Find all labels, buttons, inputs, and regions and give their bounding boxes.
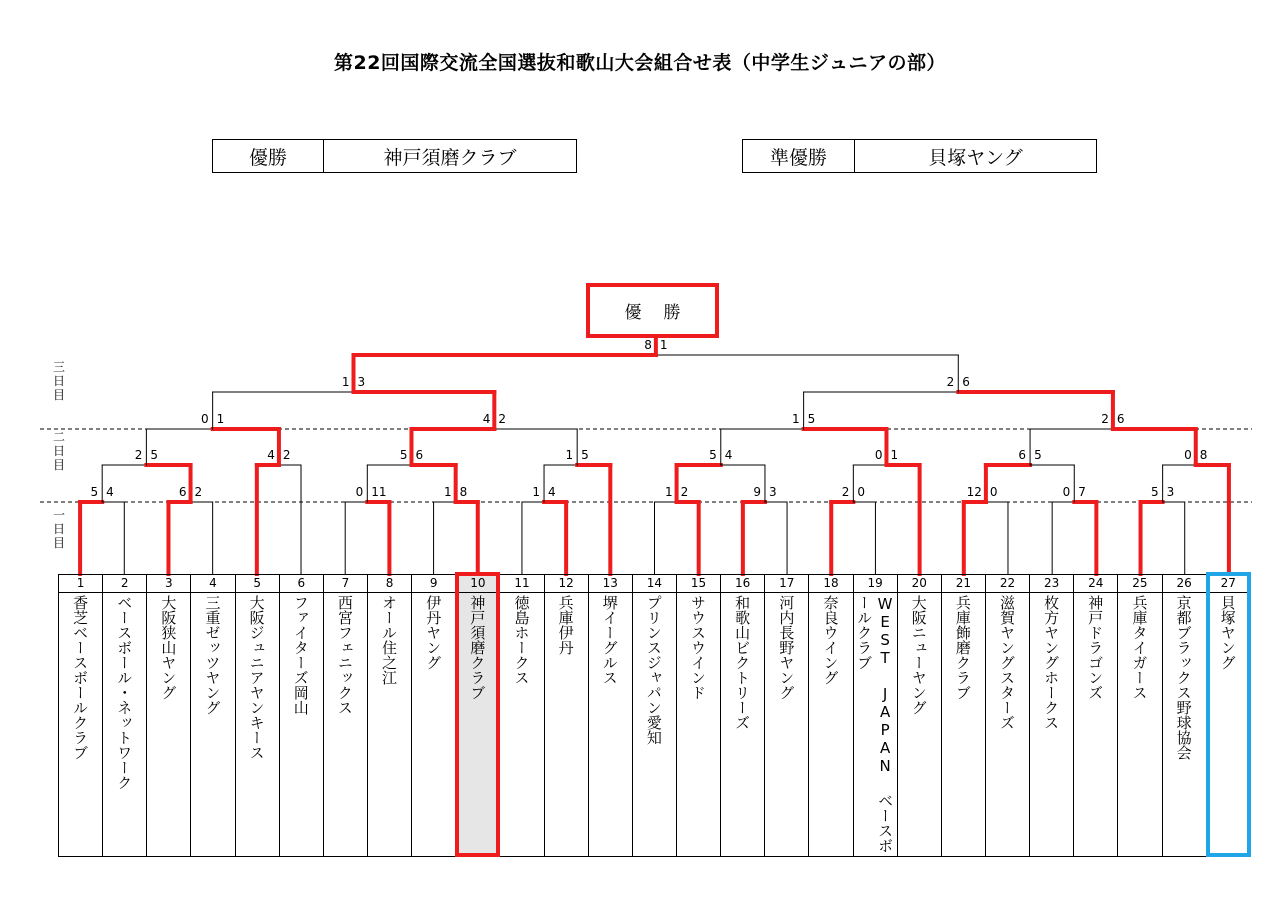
score-label: 0 [989,485,998,499]
team-name: 河内長野ヤング [777,595,796,700]
team-column [765,575,809,856]
day-label-2: 二日目 [52,430,65,472]
team-name: 兵庫伊丹 [556,595,575,655]
score-label: 1 [565,448,574,462]
team-name: ファイターズ岡山 [291,595,310,715]
score-label: 6 [962,375,970,389]
score-label: 4 [482,412,491,426]
team-number: 15 [677,575,720,593]
score-label: 1 [532,485,541,499]
team-column [368,575,412,856]
score-label: 4 [267,448,275,462]
score-label: 3 [1166,485,1175,499]
score-label: 2 [1101,412,1109,426]
team-name: サウスウインド [689,595,708,700]
score-label: 2 [946,375,955,389]
team-number: 21 [942,575,985,593]
team-number: 13 [589,575,632,593]
score-label: 6 [178,485,187,499]
team-number: 11 [500,575,543,593]
score-label: 0 [857,485,865,499]
team-number: 17 [765,575,808,593]
score-label: 8 [644,338,652,352]
team-column [59,575,103,856]
runner-up-label: 準優勝 [743,140,855,172]
team-column [236,575,280,856]
team-name: 奈良ウイング [821,595,840,685]
team-name: プリンスジャパン愛知 [644,595,663,745]
team-number: 16 [721,575,764,593]
team-number: 9 [412,575,455,593]
score-label: 4 [548,485,556,499]
team-name: 兵庫飾磨クラブ [953,595,972,700]
score-label: 8 [1199,448,1208,462]
winner-label: 優勝 [213,140,324,172]
team-number: 24 [1074,575,1117,593]
score-label: 5 [90,485,99,499]
team-number: 2 [103,575,146,593]
team-column [500,575,544,856]
score-label: 12 [966,485,982,499]
score-label: 2 [841,485,850,499]
score-label: 0 [874,448,883,462]
team-number: 23 [1030,575,1073,593]
team-name: 貝塚ヤング [1218,595,1237,670]
score-label: 4 [106,485,114,499]
team-column [721,575,765,856]
team-number: 10 [456,575,499,593]
team-column [854,575,898,856]
team-column [147,575,191,856]
score-label: 1 [890,448,899,462]
score-label: 5 [807,412,816,426]
score-label: 0 [201,412,209,426]
score-label: 2 [498,412,506,426]
team-number: 5 [236,575,279,593]
score-label: 5 [1150,485,1159,499]
team-table [58,574,1251,857]
day-label-3: 三日目 [52,360,65,402]
team-column [1074,575,1118,856]
team-number: 18 [809,575,852,593]
score-label: 5 [1034,448,1042,462]
team-number: 20 [898,575,941,593]
team-number: 3 [147,575,190,593]
team-column [986,575,1030,856]
team-column [633,575,677,856]
score-label: 2 [194,485,203,499]
score-label: 3 [357,375,366,389]
team-number: 14 [633,575,676,593]
team-name: 枚方ヤングホークス [1042,595,1061,730]
team-number: 1 [59,575,102,593]
score-label: 5 [709,448,717,462]
team-name: 神戸須磨クラブ [468,595,487,700]
team-number: 27 [1207,575,1250,593]
team-name: 和歌山ビクトリーズ [733,595,752,730]
team-name: 西宮フェニックス [335,595,354,715]
score-label: 5 [399,448,408,462]
score-label: 5 [150,448,159,462]
team-name: ベースボール・ネットワーク [115,595,134,790]
score-label: 9 [753,485,761,499]
team-number: 22 [986,575,1029,593]
team-name: 徳島ホークス [512,595,531,685]
score-label: 2 [680,485,689,499]
team-column [589,575,633,856]
score-label: 2 [134,448,143,462]
winner-team: 神戸須磨クラブ [383,146,517,169]
score-label: 0 [1184,448,1192,462]
runner-up-highlight [1206,572,1251,857]
score-label: 1 [341,375,350,389]
team-number: 26 [1163,575,1206,593]
score-label: 0 [355,485,364,499]
score-label: 3 [768,485,777,499]
team-number: 8 [368,575,411,593]
team-name: 大阪狭山ヤング [159,595,178,700]
team-name: オール住之江 [380,595,399,685]
team-number: 12 [545,575,588,593]
team-name: 大阪ジュニアヤンキース [247,595,266,760]
team-number: 4 [191,575,234,593]
team-name: 伊丹ヤング [424,595,443,670]
team-column [898,575,942,856]
team-name: 京都ブラックス野球協会 [1174,595,1193,760]
score-label: 6 [415,448,424,462]
team-column [1030,575,1074,856]
team-column [412,575,456,856]
score-label: 6 [1116,412,1125,426]
team-name: 兵庫タイガース [1130,595,1149,700]
team-name: 神戸ドラゴンズ [1086,595,1105,700]
day-label-1: 一日目 [52,508,65,550]
team-column [280,575,324,856]
page-title: 第22回国際交流全国選抜和歌山大会組合せ表（中学生ジュニアの部） [333,52,947,74]
runner-up-team: 貝塚ヤング [928,146,1023,169]
score-label: 1 [664,485,673,499]
team-column [809,575,853,856]
score-label: 2 [282,448,291,462]
team-name: 香芝ベースボールクラブ [71,595,90,760]
team-name: WEST JAPAN ベースボールクラブ [855,595,895,853]
winner-highlight [455,572,500,857]
team-column [1118,575,1162,856]
team-number: 6 [280,575,323,593]
team-column [324,575,368,856]
team-column [1163,575,1207,856]
team-name: 三重ゼッツヤング [203,595,222,715]
score-label: 11 [371,485,387,499]
score-label: 5 [581,448,589,462]
team-column [545,575,589,856]
team-column [103,575,147,856]
score-label: 1 [791,412,800,426]
champion-box: 優勝 [586,283,719,338]
score-label: 8 [459,485,468,499]
score-label: 1 [444,485,452,499]
team-number: 7 [324,575,367,593]
team-column [191,575,235,856]
team-name: 滋賀ヤングスターズ [998,595,1017,730]
team-column [677,575,721,856]
score-label: 7 [1078,485,1086,499]
score-label: 0 [1062,485,1071,499]
team-number: 25 [1118,575,1161,593]
team-column [942,575,986,856]
score-label: 6 [1018,448,1027,462]
team-name: 堺イーグルス [600,595,619,685]
team-name: 大阪ニューヤング [909,595,928,715]
team-number: 19 [854,575,897,593]
score-label: 4 [724,448,733,462]
score-label: 1 [216,412,225,426]
score-label: 1 [659,338,668,352]
